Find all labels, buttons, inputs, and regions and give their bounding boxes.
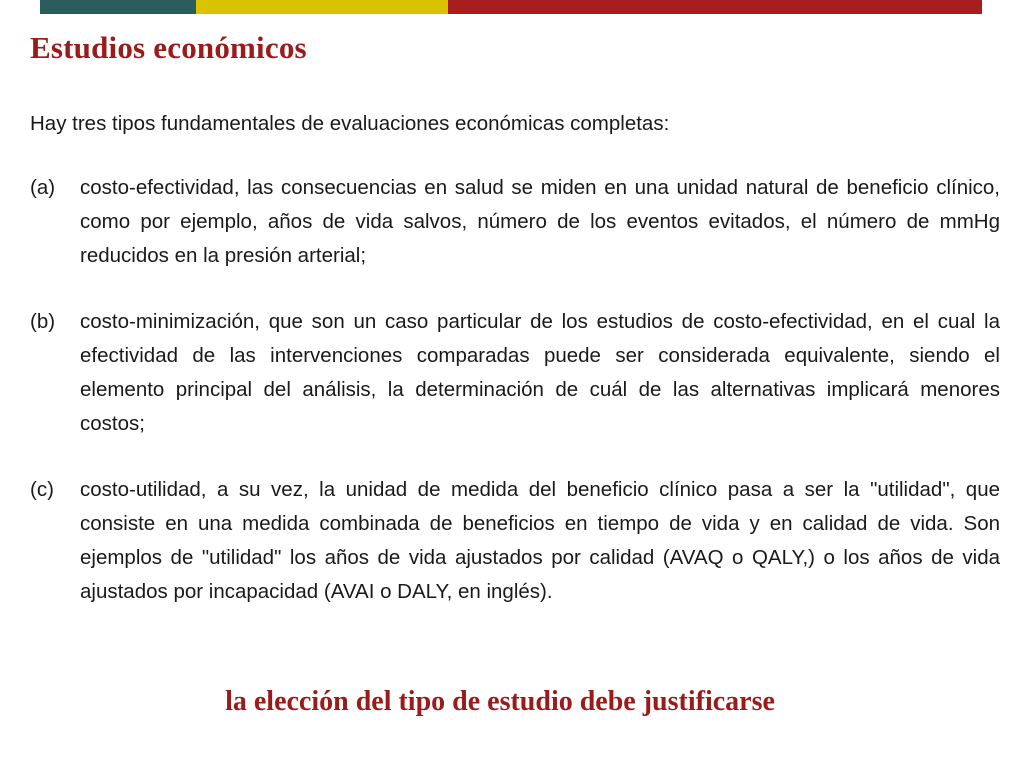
list-item-text: costo-efectividad, las consecuencias en salud se miden en una unidad natural de beneficio clínico, como por ejemplo, años de vida salvos, número de los eventos evitados, el número de mmHg reducidos en la presión arterial; <box>80 176 1000 267</box>
top-color-bar <box>40 0 982 14</box>
conclusion-text: la elección del tipo de estudio debe justificarse <box>225 686 775 717</box>
top-bar-red-segment <box>448 0 982 14</box>
list-item-c <box>30 473 1000 609</box>
top-bar-yellow-segment <box>196 0 448 14</box>
list-item-a <box>30 171 1000 273</box>
evaluation-types-list <box>30 171 1000 641</box>
list-marker: (a) <box>30 176 56 199</box>
list-item-b <box>30 305 1000 441</box>
list-marker: (b) <box>30 310 56 333</box>
list-marker: (c) <box>30 478 54 501</box>
list-item-text: costo-minimización, que son un caso particular de los estudios de costo-efectividad, en el cual la efectividad de las intervenciones comparadas puede ser considerada equivalente, siendo el elemento principal del análisis, la determinación de cuál de las alternativas implicará menores costos; <box>80 310 1000 435</box>
list-item-text: costo-utilidad, a su vez, la unidad de medida del beneficio clínico pasa a ser la "utilidad", que consiste en una medida combinada de beneficios en tiempo de vida y en calidad de vida. Son ejemplos de "utilidad" los años de vida ajustados por calidad (AVAQ o QALY,) o los años de vida ajustados por incapacidad (AVAI o DALY, en inglés). <box>80 478 1000 603</box>
slide-title: Estudios económicos <box>30 30 307 65</box>
top-bar-teal-segment <box>40 0 196 14</box>
intro-text: Hay tres tipos fundamentales de evaluaciones económicas completas: <box>30 112 670 135</box>
